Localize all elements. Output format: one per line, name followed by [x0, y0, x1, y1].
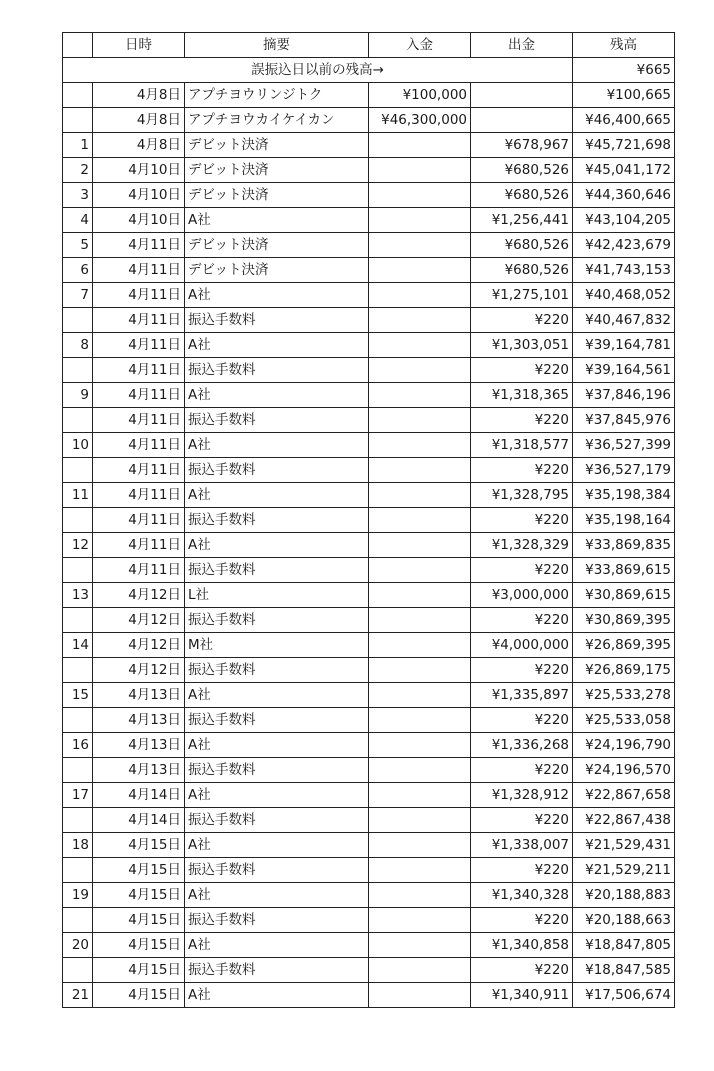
date-cell: 4月14日: [93, 783, 185, 808]
row-number: [63, 908, 93, 933]
deposit-cell: [369, 633, 471, 658]
table-row: [63, 758, 675, 783]
table-row: [63, 433, 675, 458]
description-cell: 振込手数料: [185, 358, 369, 383]
date-cell: 4月12日: [93, 608, 185, 633]
table-row: [63, 83, 675, 108]
balance-cell: ¥18,847,805: [573, 933, 675, 958]
withdrawal-cell: ¥220: [471, 458, 573, 483]
balance-cell: ¥45,041,172: [573, 158, 675, 183]
description-cell: 振込手数料: [185, 458, 369, 483]
description-cell: A社: [185, 933, 369, 958]
deposit-cell: [369, 933, 471, 958]
table-row: [63, 658, 675, 683]
balance-cell: ¥44,360,646: [573, 183, 675, 208]
deposit-cell: [369, 758, 471, 783]
header-row: [63, 33, 675, 58]
table-row: [63, 283, 675, 308]
table-body: [63, 58, 675, 1008]
table-row: [63, 733, 675, 758]
deposit-cell: [369, 708, 471, 733]
row-number: [63, 458, 93, 483]
opening-balance-value: ¥665: [573, 58, 675, 83]
table-row: [63, 633, 675, 658]
row-number: 3: [63, 183, 93, 208]
date-cell: 4月15日: [93, 933, 185, 958]
withdrawal-cell: ¥680,526: [471, 233, 573, 258]
balance-cell: ¥39,164,561: [573, 358, 675, 383]
description-cell: 振込手数料: [185, 858, 369, 883]
description-cell: A社: [185, 783, 369, 808]
table-row: [63, 333, 675, 358]
date-cell: 4月15日: [93, 958, 185, 983]
date-cell: 4月11日: [93, 408, 185, 433]
date-cell: 4月11日: [93, 333, 185, 358]
withdrawal-cell: ¥680,526: [471, 258, 573, 283]
opening-balance-label: 誤振込日以前の残高→: [63, 58, 573, 83]
balance-cell: ¥41,743,153: [573, 258, 675, 283]
header-no: [63, 33, 93, 58]
date-cell: 4月15日: [93, 908, 185, 933]
header-deposit: 入金: [369, 33, 471, 58]
withdrawal-cell: ¥1,303,051: [471, 333, 573, 358]
description-cell: A社: [185, 483, 369, 508]
description-cell: A社: [185, 283, 369, 308]
row-number: 16: [63, 733, 93, 758]
description-cell: アプチヨウカイケイカン: [185, 108, 369, 133]
description-cell: 振込手数料: [185, 658, 369, 683]
date-cell: 4月11日: [93, 358, 185, 383]
description-cell: A社: [185, 433, 369, 458]
description-cell: 振込手数料: [185, 908, 369, 933]
row-number: 4: [63, 208, 93, 233]
table-row: [63, 483, 675, 508]
withdrawal-cell: ¥1,256,441: [471, 208, 573, 233]
date-cell: 4月13日: [93, 733, 185, 758]
withdrawal-cell: [471, 108, 573, 133]
description-cell: 振込手数料: [185, 558, 369, 583]
table-row: [63, 158, 675, 183]
row-number: [63, 508, 93, 533]
deposit-cell: [369, 133, 471, 158]
row-number: [63, 658, 93, 683]
description-cell: デビット決済: [185, 258, 369, 283]
row-number: 11: [63, 483, 93, 508]
balance-cell: ¥35,198,164: [573, 508, 675, 533]
table-row: [63, 808, 675, 833]
description-cell: 振込手数料: [185, 958, 369, 983]
row-number: [63, 408, 93, 433]
withdrawal-cell: ¥1,328,795: [471, 483, 573, 508]
description-cell: アプチヨウリンジトク: [185, 83, 369, 108]
balance-cell: ¥46,400,665: [573, 108, 675, 133]
balance-cell: ¥25,533,058: [573, 708, 675, 733]
date-cell: 4月11日: [93, 483, 185, 508]
row-number: 14: [63, 633, 93, 658]
row-number: [63, 758, 93, 783]
description-cell: A社: [185, 333, 369, 358]
row-number: [63, 708, 93, 733]
balance-cell: ¥40,467,832: [573, 308, 675, 333]
date-cell: 4月8日: [93, 133, 185, 158]
balance-cell: ¥26,869,395: [573, 633, 675, 658]
description-cell: A社: [185, 383, 369, 408]
deposit-cell: [369, 958, 471, 983]
deposit-cell: [369, 533, 471, 558]
row-number: 1: [63, 133, 93, 158]
withdrawal-cell: ¥220: [471, 958, 573, 983]
deposit-cell: [369, 658, 471, 683]
balance-cell: ¥18,847,585: [573, 958, 675, 983]
deposit-cell: [369, 433, 471, 458]
opening-balance-row: [63, 58, 675, 83]
deposit-cell: [369, 608, 471, 633]
description-cell: A社: [185, 683, 369, 708]
balance-cell: ¥42,423,679: [573, 233, 675, 258]
balance-cell: ¥22,867,438: [573, 808, 675, 833]
deposit-cell: [369, 333, 471, 358]
deposit-cell: [369, 583, 471, 608]
description-cell: A社: [185, 533, 369, 558]
date-cell: 4月12日: [93, 658, 185, 683]
withdrawal-cell: ¥220: [471, 708, 573, 733]
table-row: [63, 108, 675, 133]
row-number: 2: [63, 158, 93, 183]
deposit-cell: [369, 908, 471, 933]
withdrawal-cell: ¥220: [471, 358, 573, 383]
description-cell: 振込手数料: [185, 608, 369, 633]
withdrawal-cell: ¥1,340,911: [471, 983, 573, 1008]
row-number: [63, 558, 93, 583]
description-cell: A社: [185, 833, 369, 858]
deposit-cell: [369, 408, 471, 433]
transaction-table: [62, 32, 675, 1008]
withdrawal-cell: ¥680,526: [471, 158, 573, 183]
table-row: [63, 933, 675, 958]
table-row: [63, 408, 675, 433]
date-cell: 4月11日: [93, 308, 185, 333]
table-row: [63, 708, 675, 733]
date-cell: 4月8日: [93, 108, 185, 133]
header-balance: 残高: [573, 33, 675, 58]
withdrawal-cell: ¥220: [471, 308, 573, 333]
description-cell: 振込手数料: [185, 758, 369, 783]
deposit-cell: [369, 808, 471, 833]
description-cell: デビット決済: [185, 233, 369, 258]
description-cell: M社: [185, 633, 369, 658]
deposit-cell: [369, 283, 471, 308]
date-cell: 4月11日: [93, 258, 185, 283]
date-cell: 4月13日: [93, 708, 185, 733]
withdrawal-cell: ¥1,318,577: [471, 433, 573, 458]
deposit-cell: [369, 208, 471, 233]
table-row: [63, 583, 675, 608]
withdrawal-cell: ¥220: [471, 658, 573, 683]
withdrawal-cell: ¥220: [471, 908, 573, 933]
table-row: [63, 358, 675, 383]
description-cell: デビット決済: [185, 158, 369, 183]
withdrawal-cell: ¥680,526: [471, 183, 573, 208]
row-number: 12: [63, 533, 93, 558]
deposit-cell: [369, 358, 471, 383]
deposit-cell: [369, 783, 471, 808]
deposit-cell: [369, 883, 471, 908]
table-row: [63, 858, 675, 883]
withdrawal-cell: ¥220: [471, 808, 573, 833]
row-number: [63, 308, 93, 333]
deposit-cell: ¥100,000: [369, 83, 471, 108]
table-row: [63, 508, 675, 533]
header-date: 日時: [93, 33, 185, 58]
row-number: 9: [63, 383, 93, 408]
balance-cell: ¥37,845,976: [573, 408, 675, 433]
row-number: 6: [63, 258, 93, 283]
table-row: [63, 783, 675, 808]
balance-cell: ¥39,164,781: [573, 333, 675, 358]
table-row: [63, 958, 675, 983]
withdrawal-cell: ¥4,000,000: [471, 633, 573, 658]
description-cell: 振込手数料: [185, 408, 369, 433]
deposit-cell: [369, 183, 471, 208]
header-description: 摘要: [185, 33, 369, 58]
date-cell: 4月11日: [93, 558, 185, 583]
description-cell: A社: [185, 983, 369, 1008]
deposit-cell: [369, 233, 471, 258]
description-cell: 振込手数料: [185, 708, 369, 733]
row-number: [63, 108, 93, 133]
row-number: [63, 858, 93, 883]
deposit-cell: [369, 258, 471, 283]
header-withdrawal: 出金: [471, 33, 573, 58]
row-number: [63, 808, 93, 833]
balance-cell: ¥100,665: [573, 83, 675, 108]
table-row: [63, 908, 675, 933]
balance-cell: ¥17,506,674: [573, 983, 675, 1008]
deposit-cell: [369, 833, 471, 858]
row-number: 21: [63, 983, 93, 1008]
withdrawal-cell: ¥1,328,329: [471, 533, 573, 558]
table-row: [63, 458, 675, 483]
description-cell: A社: [185, 733, 369, 758]
balance-cell: ¥33,869,835: [573, 533, 675, 558]
table-row: [63, 183, 675, 208]
date-cell: 4月10日: [93, 158, 185, 183]
withdrawal-cell: ¥220: [471, 858, 573, 883]
withdrawal-cell: ¥1,275,101: [471, 283, 573, 308]
table-row: [63, 133, 675, 158]
deposit-cell: [369, 483, 471, 508]
date-cell: 4月15日: [93, 883, 185, 908]
row-number: [63, 958, 93, 983]
balance-cell: ¥36,527,179: [573, 458, 675, 483]
date-cell: 4月15日: [93, 983, 185, 1008]
balance-cell: ¥20,188,663: [573, 908, 675, 933]
description-cell: 振込手数料: [185, 308, 369, 333]
row-number: 15: [63, 683, 93, 708]
table-row: [63, 258, 675, 283]
description-cell: A社: [185, 208, 369, 233]
date-cell: 4月15日: [93, 833, 185, 858]
table-row: [63, 558, 675, 583]
description-cell: L社: [185, 583, 369, 608]
date-cell: 4月11日: [93, 283, 185, 308]
date-cell: 4月11日: [93, 383, 185, 408]
balance-cell: ¥22,867,658: [573, 783, 675, 808]
balance-cell: ¥30,869,615: [573, 583, 675, 608]
balance-cell: ¥36,527,399: [573, 433, 675, 458]
withdrawal-cell: ¥1,328,912: [471, 783, 573, 808]
row-number: 7: [63, 283, 93, 308]
date-cell: 4月11日: [93, 458, 185, 483]
deposit-cell: [369, 158, 471, 183]
table-row: [63, 883, 675, 908]
row-number: [63, 83, 93, 108]
deposit-cell: [369, 858, 471, 883]
withdrawal-cell: ¥1,338,007: [471, 833, 573, 858]
table-row: [63, 208, 675, 233]
deposit-cell: [369, 458, 471, 483]
table-row: [63, 983, 675, 1008]
balance-cell: ¥21,529,211: [573, 858, 675, 883]
row-number: 8: [63, 333, 93, 358]
row-number: 13: [63, 583, 93, 608]
date-cell: 4月8日: [93, 83, 185, 108]
row-number: 18: [63, 833, 93, 858]
withdrawal-cell: ¥1,340,858: [471, 933, 573, 958]
date-cell: 4月13日: [93, 683, 185, 708]
row-number: 10: [63, 433, 93, 458]
date-cell: 4月10日: [93, 208, 185, 233]
balance-cell: ¥25,533,278: [573, 683, 675, 708]
description-cell: デビット決済: [185, 133, 369, 158]
withdrawal-cell: ¥1,318,365: [471, 383, 573, 408]
date-cell: 4月12日: [93, 583, 185, 608]
withdrawal-cell: ¥678,967: [471, 133, 573, 158]
balance-cell: ¥24,196,570: [573, 758, 675, 783]
description-cell: A社: [185, 883, 369, 908]
date-cell: 4月15日: [93, 858, 185, 883]
description-cell: デビット決済: [185, 183, 369, 208]
description-cell: 振込手数料: [185, 808, 369, 833]
table-row: [63, 533, 675, 558]
table-row: [63, 308, 675, 333]
date-cell: 4月14日: [93, 808, 185, 833]
table-row: [63, 233, 675, 258]
balance-cell: ¥21,529,431: [573, 833, 675, 858]
deposit-cell: [369, 558, 471, 583]
date-cell: 4月10日: [93, 183, 185, 208]
deposit-cell: [369, 308, 471, 333]
date-cell: 4月11日: [93, 533, 185, 558]
balance-cell: ¥24,196,790: [573, 733, 675, 758]
withdrawal-cell: ¥1,336,268: [471, 733, 573, 758]
balance-cell: ¥43,104,205: [573, 208, 675, 233]
withdrawal-cell: ¥3,000,000: [471, 583, 573, 608]
table-row: [63, 683, 675, 708]
withdrawal-cell: ¥1,340,328: [471, 883, 573, 908]
balance-cell: ¥45,721,698: [573, 133, 675, 158]
row-number: 20: [63, 933, 93, 958]
row-number: 19: [63, 883, 93, 908]
date-cell: 4月12日: [93, 633, 185, 658]
date-cell: 4月13日: [93, 758, 185, 783]
table-row: [63, 608, 675, 633]
deposit-cell: [369, 383, 471, 408]
balance-cell: ¥30,869,395: [573, 608, 675, 633]
deposit-cell: ¥46,300,000: [369, 108, 471, 133]
balance-cell: ¥37,846,196: [573, 383, 675, 408]
withdrawal-cell: ¥220: [471, 608, 573, 633]
balance-cell: ¥26,869,175: [573, 658, 675, 683]
table-row: [63, 383, 675, 408]
row-number: [63, 608, 93, 633]
deposit-cell: [369, 508, 471, 533]
description-cell: 振込手数料: [185, 508, 369, 533]
ledger-document: [62, 32, 675, 1008]
date-cell: 4月11日: [93, 233, 185, 258]
deposit-cell: [369, 983, 471, 1008]
withdrawal-cell: ¥220: [471, 408, 573, 433]
row-number: [63, 358, 93, 383]
date-cell: 4月11日: [93, 433, 185, 458]
balance-cell: ¥33,869,615: [573, 558, 675, 583]
table-row: [63, 833, 675, 858]
withdrawal-cell: ¥220: [471, 558, 573, 583]
row-number: 17: [63, 783, 93, 808]
withdrawal-cell: ¥220: [471, 758, 573, 783]
withdrawal-cell: ¥220: [471, 508, 573, 533]
deposit-cell: [369, 683, 471, 708]
deposit-cell: [369, 733, 471, 758]
balance-cell: ¥20,188,883: [573, 883, 675, 908]
balance-cell: ¥40,468,052: [573, 283, 675, 308]
date-cell: 4月11日: [93, 508, 185, 533]
withdrawal-cell: ¥1,335,897: [471, 683, 573, 708]
withdrawal-cell: [471, 83, 573, 108]
balance-cell: ¥35,198,384: [573, 483, 675, 508]
row-number: 5: [63, 233, 93, 258]
